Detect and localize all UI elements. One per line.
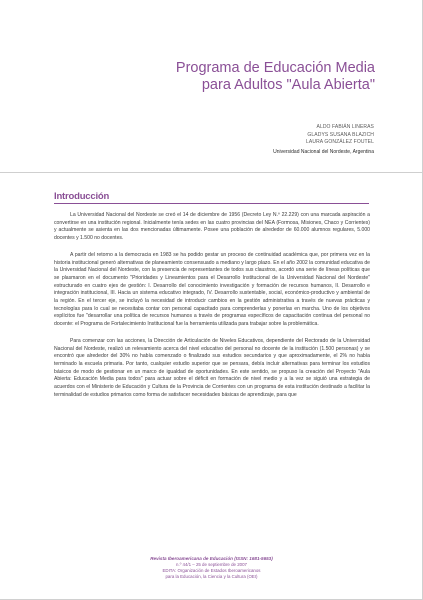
- author-name: GLADYS SUSANA BLAZICH: [307, 131, 374, 138]
- article-title: [75, 60, 375, 94]
- footer-publisher: para la Educación, la Ciencia y la Cultura (OEI): [165, 573, 258, 579]
- footer-issue: n.º 44/1 – 25 de septiembre de 2007: [176, 562, 247, 567]
- page-footer: [0, 556, 423, 579]
- title-line-1: Programa de Educación Media: [175, 60, 375, 76]
- paragraph: A partir del retorno a la democracia en 1983 se ha podido gestar un proceso de continuidad académica que, por primera vez en la historia institucional generó alternativas de planeamiento consensuado a mediano y largo plazo. En el año 2002 la comunidad educativa de la Universidad Nacional del Nordeste, con la presencia de representantes de todos sus claustros, acordó una serie de líneas políticas que se plasmaron en el documento "Prioridades y Lineamientos para el Desarrollo Institucional de la Universidad Nacional del Nordeste" estructurado en cuatro ejes de gestión: I. Desarrollo del conocimiento investigación y formación de recursos humanos, II. Desarrollo e integración institucional, III. Hacia un sistema educativo integrado, IV. Desarrollo sustentable, social, económico-productivo y ambiental de la región. En el tercer eje, se incluyó la necesidad de introducir cambios en la gestión administrativa a través de nuevas prácticas y tecnologías para lo cual se necesitaba contar con personal capacitado para comprenderlas y ponerlas en marcha. Uno de los objetivos explícitos fue "desarrollar una política de recursos humanos a través de programas específicos de capacitación continua del personal no docente: el Programa de Fortalecimiento Institucional fue la herramienta utilizada para trabajar sobre la problemática.: [54, 251, 370, 328]
- author-name: LAURA GONZÁLEZ FOUTEL: [306, 139, 374, 145]
- footer-journal-name: Revista Iberoamericana de Educación (ISSN: 1681-5653): [150, 556, 273, 561]
- body-text: [54, 212, 370, 408]
- paragraph: La Universidad Nacional del Nordeste se creó el 14 de diciembre de 1956 (Decreto Ley N.º 22.229) con una marcada aspiración a convertirse en una institución regional. Inicialmente tenía sedes en las cuatro provincias del NEA (Formosa, Misiones, Chaco y Corrientes) y actualmente se asienta en las dos mencionadas últimamente. Posee una población de alrededor de 60.000 alumnos regulares, 5.000 docentes y 1.500 no docentes.: [54, 212, 370, 242]
- paragraph: Para comenzar con las acciones, la Dirección de Articulación de Niveles Educativos, dependiente del Rectorado de la Universidad Nacional del Nordeste, realizó un relevamiento acerca del nivel educativo del personal no docente de la institución (1.500 personas) y se encontró que alrededor del 30% no había comenzado o finalizado sus estudios secundarios y que aproximadamente, el 2% no había terminado la escuela primaria. Por tanto, cualquier estudio superior que se pensara, debía incluir alternativas para terminar los estudios básicos de modo de gestionar en un marco de igualdad de oportunidades. En este sentido, se propuso la creación del Proyecto "Aula Abierta: Educación Media para todos" para actuar sobre el déficit en formación de nivel medio y a la vez se siguió una estrategia de acuerdos con el Ministerio de Educación y Cultura de la Provincia de Corrientes con un programa de esta institución destinado a facilitar la terminalidad de estudios primarios como forma de satisfacer necesidades básicas de aprendizaje, para que: [54, 337, 370, 398]
- author-name: ALDO FABIÁN LINERAS: [316, 124, 374, 130]
- section-heading: Introducción: [54, 191, 110, 202]
- footer-publisher: EDITA: Organización de Estados Iberoamericanos: [162, 567, 261, 573]
- author-block: [114, 124, 374, 156]
- title-line-2: para Adultos "Aula Abierta": [201, 77, 375, 93]
- author-affiliation: Universidad Nacional del Nordeste, Argentina: [273, 148, 374, 155]
- section-underline: [54, 203, 369, 204]
- header-divider: [0, 172, 422, 173]
